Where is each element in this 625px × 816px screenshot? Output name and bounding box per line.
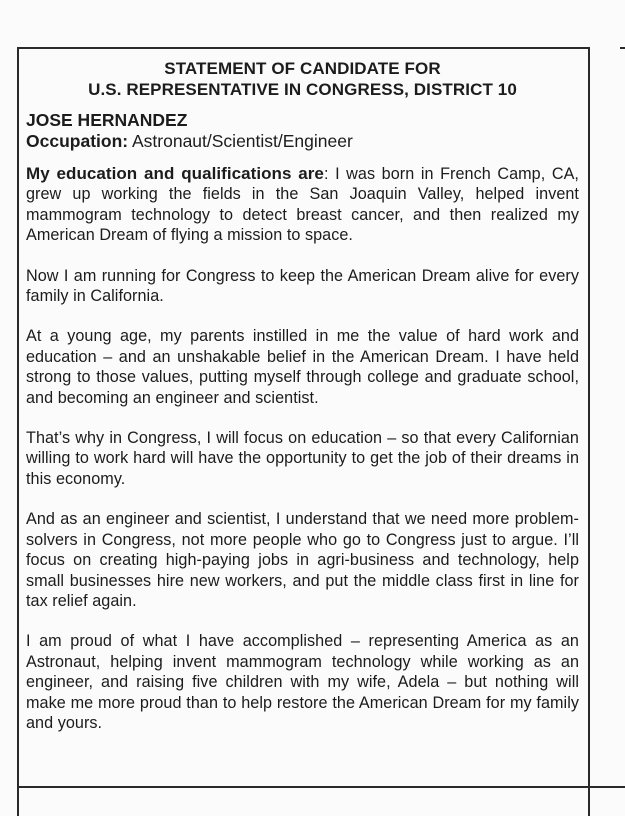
paragraph-education-focus: That’s why in Congress, I will focus on education – so that every Californian willing to work hard will have the opportunity to get the job of their dreams in this economy. (26, 429, 579, 488)
title-line-2: U.S. REPRESENTATIVE IN CONGRESS, DISTRICT 10 (88, 80, 517, 99)
document-title (26, 58, 579, 100)
statement-content (26, 58, 579, 733)
education-text: I was born in French Camp, CA, grew up working the fields in the San Joaquin Valley, helped invent mammogram technology to detect breast cancer, and then realized my American Dream of flying a mission to space. (26, 165, 579, 245)
occupation-label: Occupation: (26, 131, 129, 151)
paragraph-education (26, 164, 579, 246)
title-line-1: STATEMENT OF CANDIDATE FOR (164, 59, 441, 78)
bottom-divider (17, 786, 625, 788)
candidate-occupation (26, 131, 579, 152)
paragraph-values: At a young age, my parents instilled in me the value of hard work and education – and an unshakable belief in the American Dream. I have held strong to those values, putting myself through college and graduate school, and becoming an engineer and scientist. (26, 327, 579, 407)
education-lead-colon: : (323, 165, 329, 183)
paragraph-running: Now I am running for Congress to keep the American Dream alive for every family in California. (26, 266, 579, 306)
paragraph-jobs: And as an engineer and scientist, I understand that we need more problem-solvers in Congress, not more people who go to Congress just to argue. I’ll focus on creating high-paying jobs in agri-business and technology, help small businesses hire new workers, and put the middle class first in line for tax relief again. (26, 510, 579, 610)
adjacent-column-edge (620, 47, 625, 816)
column-divider (588, 47, 590, 816)
candidate-name: JOSE HERNANDEZ (26, 110, 188, 130)
occupation-value: Astronaut/Scientist/Engineer (128, 131, 353, 151)
paragraph-closing: I am proud of what I have accomplished – representing America as an Astronaut, helping invent mammogram technology while working as an engineer, and raising five children with my wife, Adela – but nothing will make me more proud than to help restore the American Dream for my family and yours. (26, 632, 579, 732)
education-lead: My education and qualifications are (26, 164, 324, 183)
